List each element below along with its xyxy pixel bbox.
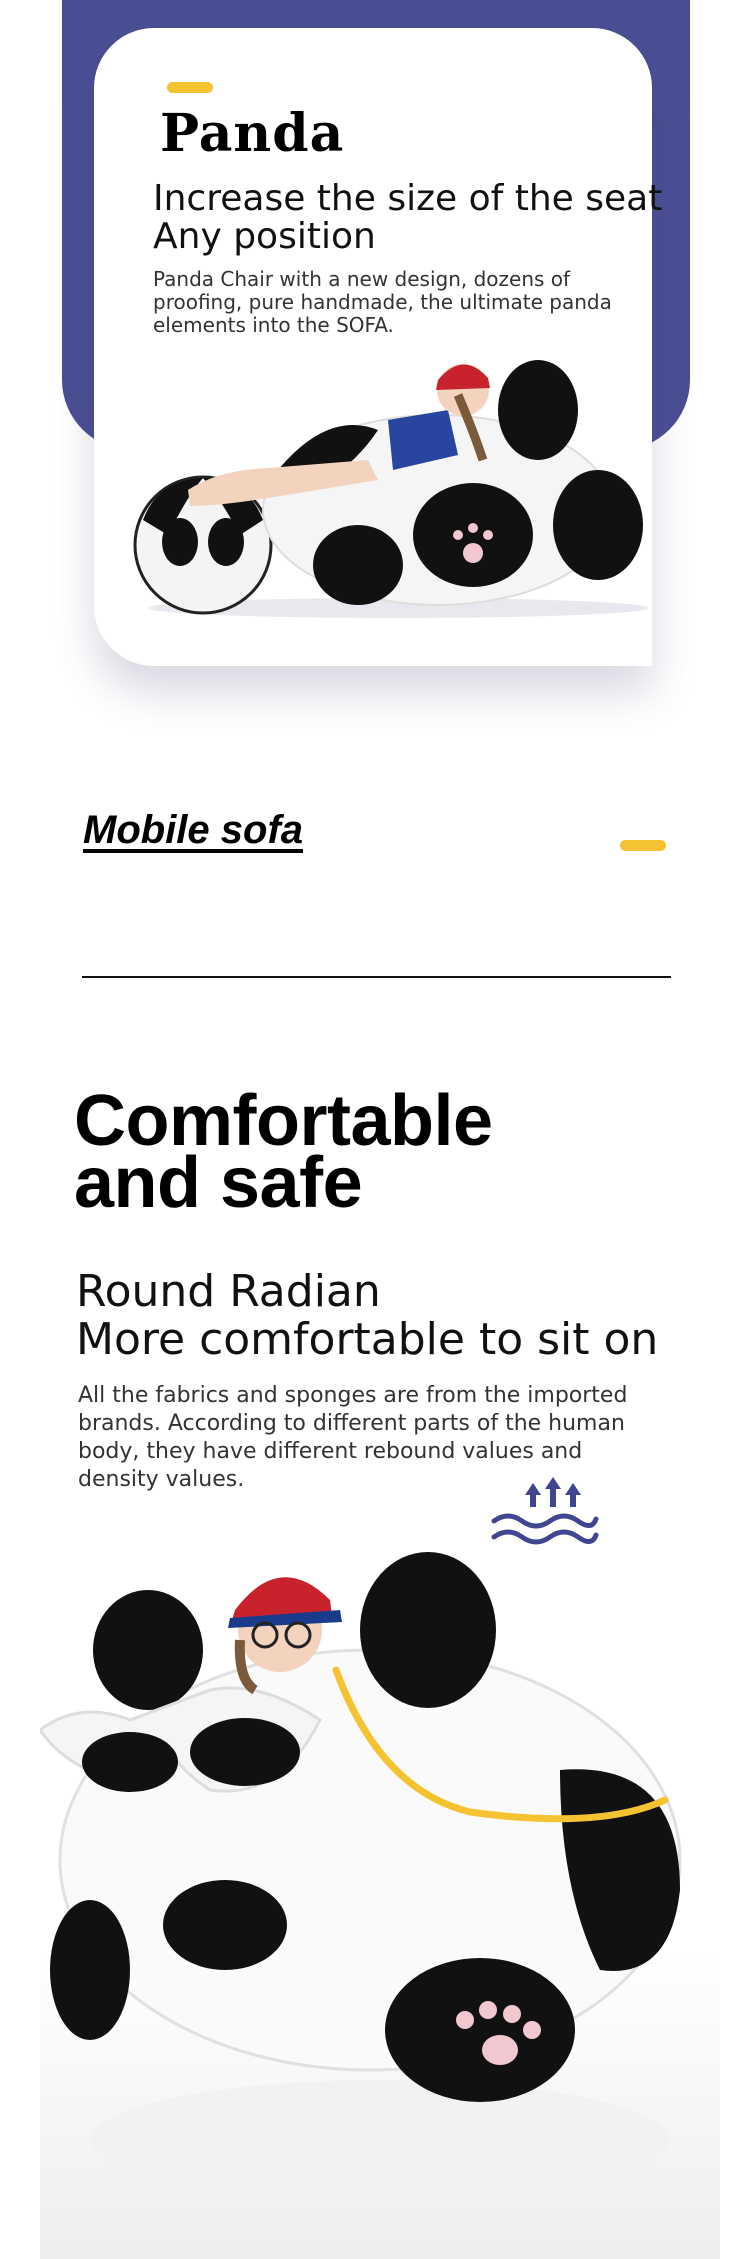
mobile-sofa-title: Mobile sofa: [83, 808, 304, 852]
hero-heading: [153, 180, 662, 256]
accent-bar-mobile: [620, 840, 666, 851]
hero-product-image: [128, 320, 648, 620]
comfort-title: [74, 1081, 493, 1223]
section-divider: [82, 976, 671, 978]
comfort-title-line1: Comfortable: [74, 1081, 493, 1161]
comfort-subtitle: [76, 1268, 658, 1364]
comfort-subtitle-line2: More comfortable to sit on: [76, 1314, 659, 1365]
comfort-title-line2: and safe: [74, 1143, 363, 1223]
panda-logo: Panda: [160, 103, 345, 164]
hero-heading-line1: Increase the size of the seat: [153, 178, 663, 219]
comfort-product-image: [40, 1530, 720, 2259]
accent-bar-top: [167, 82, 213, 93]
floor-reflection: [90, 2080, 670, 2200]
comfort-subtitle-line1: Round Radian: [76, 1266, 381, 1317]
hero-description: Panda Chair with a new design, dozens of proofing, pure handmade, the ultimate panda elements into the SOFA.: [153, 267, 612, 337]
comfort-description: All the fabrics and sponges are from the imported brands. According to different parts of the human body, they have different rebound values and density values.: [78, 1383, 628, 1492]
hero-heading-line2: Any position: [153, 216, 376, 257]
